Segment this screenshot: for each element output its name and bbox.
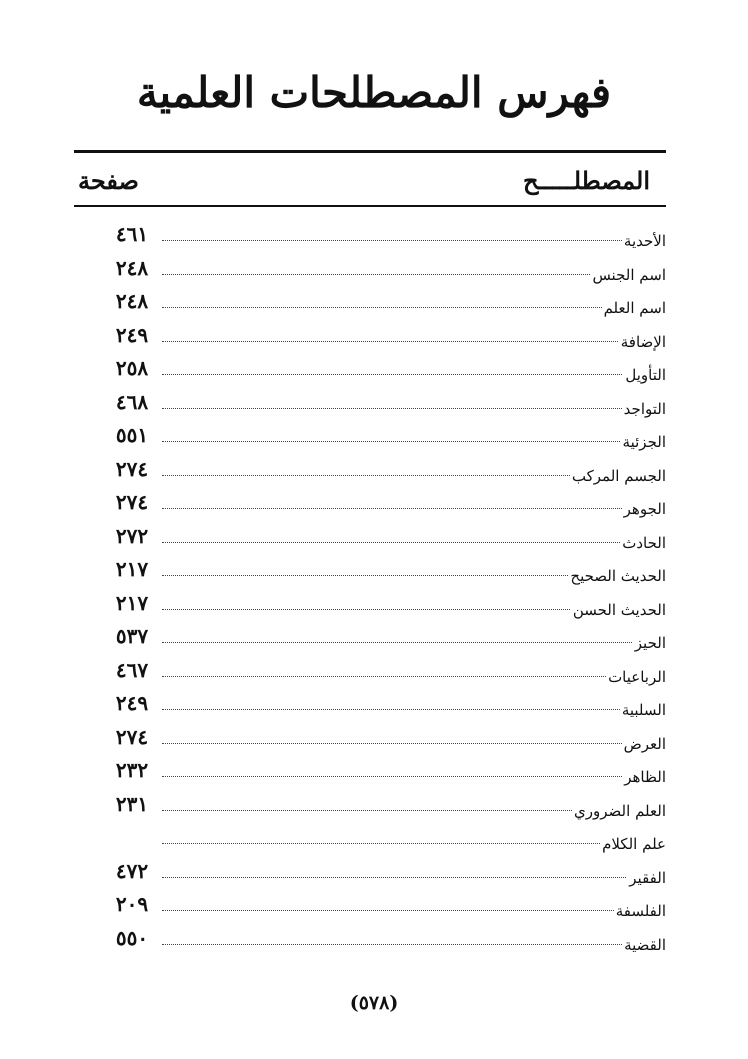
index-entry <box>110 859 666 893</box>
entry-page: ٢٤٨ <box>115 289 149 313</box>
leader-dots <box>162 743 660 744</box>
leader-dots <box>162 441 660 442</box>
index-entry <box>110 691 666 725</box>
index-entry <box>110 457 666 491</box>
index-entry <box>110 390 666 424</box>
entry-page: ٢٤٩ <box>115 322 149 347</box>
leader-dots <box>162 274 660 275</box>
entry-term: الحديث الصحيح <box>570 567 666 585</box>
leader-dots <box>162 776 660 777</box>
entry-term: الإضافة <box>620 332 666 351</box>
leader-dots <box>162 307 660 308</box>
entry-page: ٢١٧ <box>115 590 149 615</box>
leader-dots <box>162 642 660 643</box>
index-entry <box>110 490 666 524</box>
entry-term: اسم الجنس <box>592 265 666 284</box>
entry-term: اسم العلم <box>603 299 666 317</box>
page-number: (٥٧٨) <box>349 992 399 1014</box>
leader-dots <box>162 676 660 677</box>
entry-page: ٢٥٨ <box>115 356 149 380</box>
page-title: فهرس المصطلحات العلمية <box>136 68 612 117</box>
index-entry <box>110 926 666 960</box>
entry-page: ٥٣٧ <box>115 624 149 648</box>
entry-term: علم الكلام <box>602 835 666 853</box>
entry-page: ٢٧٤ <box>115 490 149 514</box>
leader-dots <box>162 408 660 409</box>
entry-term: العرض <box>623 734 666 753</box>
entry-term: التواجد <box>623 399 666 418</box>
entry-page: ٢٧٢ <box>115 523 149 548</box>
leader-dots <box>162 709 660 710</box>
index-entry <box>110 624 666 658</box>
entry-page: ٢١٧ <box>115 557 149 581</box>
entry-page: ٢٤٨ <box>115 255 149 280</box>
index-entry <box>110 758 666 792</box>
entry-page: ٢٧٤ <box>115 456 149 481</box>
entry-page: ٥٥٠ <box>115 925 149 950</box>
entry-term: الحيز <box>634 634 666 652</box>
leader-dots <box>162 374 660 375</box>
page-column-header: صفحة <box>78 166 139 195</box>
entry-term: السلبية <box>621 701 666 719</box>
entry-term: الجسم المركب <box>571 466 666 485</box>
entry-term: الظاهر <box>624 768 666 786</box>
index-entry <box>110 423 666 457</box>
term-column-header: المصطلـــــح <box>523 166 650 195</box>
entry-page: ٤٦١ <box>115 222 149 246</box>
index-entry <box>110 557 666 591</box>
index-entry <box>110 356 666 390</box>
entry-page: ٤٦٨ <box>115 389 149 414</box>
entry-page: ٢٤٩ <box>115 691 149 715</box>
leader-dots <box>162 240 660 241</box>
index-entry <box>110 892 666 926</box>
header-rule-bottom <box>74 205 666 207</box>
entry-term: الحادث <box>622 533 666 552</box>
leader-dots <box>162 341 660 342</box>
entry-page: ٤٧٢ <box>115 858 149 883</box>
entry-term: القضية <box>624 935 666 954</box>
header-rule-top <box>74 150 666 153</box>
entry-page: ٢٧٤ <box>115 724 149 749</box>
index-entry <box>110 825 666 859</box>
index-list <box>110 222 666 959</box>
index-entry <box>110 222 666 256</box>
index-entry <box>110 256 666 290</box>
index-entry <box>110 658 666 692</box>
index-entry <box>110 725 666 759</box>
index-entry <box>110 524 666 558</box>
entry-page: ٢٣١ <box>115 791 149 816</box>
entry-term: الجوهر <box>623 500 666 518</box>
entry-term: التأويل <box>625 366 666 384</box>
entry-term: الحديث الحسن <box>572 600 666 619</box>
leader-dots <box>162 542 660 543</box>
leader-dots <box>162 508 660 509</box>
leader-dots <box>162 877 660 878</box>
leader-dots <box>162 843 660 844</box>
index-entry <box>110 591 666 625</box>
entry-page: ٢٣٢ <box>115 758 149 782</box>
index-entry <box>110 323 666 357</box>
entry-page: ٥٥١ <box>115 423 149 447</box>
entry-term: الجزئية <box>622 433 666 451</box>
leader-dots <box>162 910 660 911</box>
entry-term: الفقير <box>629 868 666 887</box>
entry-term: الفلسفة <box>615 902 666 920</box>
index-entry <box>110 792 666 826</box>
entry-term: العلم الضروري <box>574 801 666 820</box>
leader-dots <box>162 944 660 945</box>
entry-term: الأحدية <box>623 232 666 250</box>
entry-page: ٢٠٩ <box>115 892 149 916</box>
entry-page: ٤٦٧ <box>115 657 149 682</box>
index-entry <box>110 289 666 323</box>
entry-term: الرباعيات <box>608 667 666 686</box>
